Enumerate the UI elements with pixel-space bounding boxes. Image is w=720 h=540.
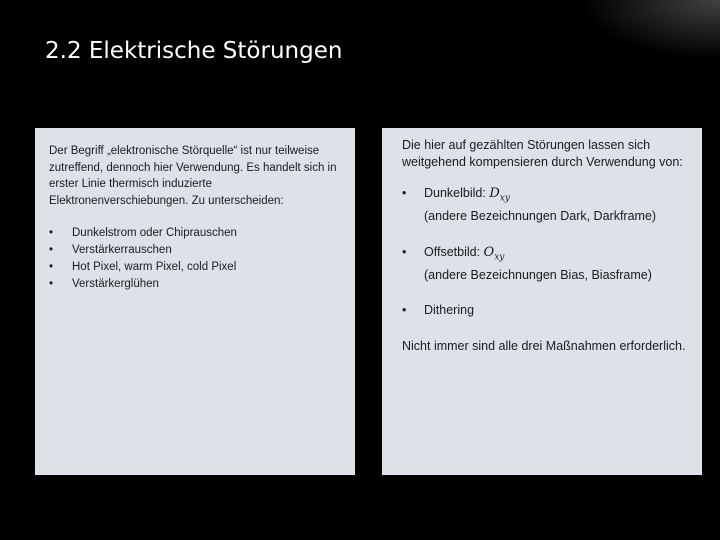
list-item [402, 185, 688, 226]
item-label: Dunkelbild: [424, 186, 486, 200]
list-item [49, 225, 341, 242]
compensation-list [402, 185, 688, 320]
list-item [402, 244, 688, 285]
corner-glow [580, 0, 720, 60]
list-item-text: Verstärkerrauschen [72, 244, 172, 256]
bullet-icon: • [402, 303, 407, 318]
left-content-panel [35, 128, 355, 475]
slide-title: 2.2 Elektrische Störungen [45, 38, 343, 64]
disturbance-list [49, 225, 341, 293]
bullet-icon: • [49, 244, 54, 256]
right-content-panel [382, 128, 702, 475]
list-item-text: Hot Pixel, warm Pixel, cold Pixel [72, 261, 237, 273]
item-note: (andere Bezeichnungen Dark, Darkframe) [424, 209, 657, 224]
math-symbol: $O_{xy}$ [483, 244, 505, 263]
compensation-intro: Die hier auf gezählten Störungen lassen sich weitgehend kompensieren durch Verwendung von: [402, 138, 683, 169]
list-item [49, 259, 341, 276]
bullet-icon: • [49, 227, 54, 239]
bullet-icon: • [49, 261, 54, 273]
item-label: Offsetbild: [424, 244, 481, 259]
list-item [402, 302, 688, 320]
list-item-text: Dunkelstrom oder Chiprauschen [72, 227, 237, 239]
list-item [49, 242, 341, 259]
bullet-icon: • [402, 186, 407, 200]
list-item-text: Verstärkerglühen [72, 278, 159, 290]
intro-paragraph: Der Begriff „elektronische Störquelle“ ist nur teilweise zutreffend, dennoch hier Verwendung. Es handelt sich in erster Linie thermisch induzierte Elektronenverschiebungen. Zu unterscheiden: [49, 145, 337, 207]
list-item [49, 276, 341, 293]
math-symbol: $D_{xy}$ [489, 186, 510, 204]
bullet-icon: • [402, 244, 407, 259]
item-note: (andere Bezeichnungen Bias, Biasframe) [424, 267, 652, 282]
item-label: Dithering [424, 303, 475, 318]
compensation-outro: Nicht immer sind alle drei Maßnahmen erforderlich. [402, 338, 686, 353]
bullet-icon: • [49, 278, 54, 290]
